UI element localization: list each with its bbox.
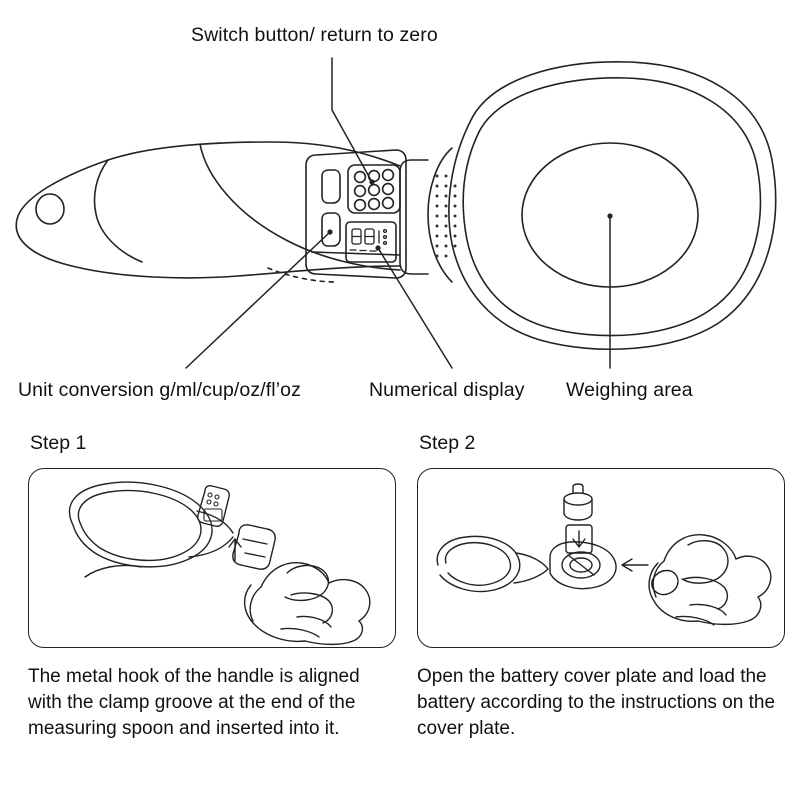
callout-leader-lines [186,58,610,368]
step-1-title: Step 1 [30,432,87,454]
spoon-neck [400,148,452,282]
insert-arrow-down [566,525,592,553]
callout-label-numerical-display: Numerical display [369,379,525,401]
handle-hole [36,194,64,224]
step-1 [28,432,398,742]
weighing-bowl-outline [449,62,776,349]
step-1-caption: The metal hook of the handle is aligned with the clamp groove at the end of the measuring spoon and inserted into it. [28,666,360,739]
handle-outline [16,142,400,278]
battery-cover-plate [550,542,616,589]
numerical-display-screen [346,222,396,262]
callout-label-switch-button: Switch button/ return to zero [191,24,438,46]
unit-conversion-buttons [322,170,340,246]
leader-unit [186,232,330,368]
step-2-illustration [417,468,785,648]
insert-arrow-left [622,559,648,571]
battery-cell [564,484,592,520]
switch-button-pad [348,165,400,213]
leader-switch [332,58,372,182]
callout-dots [327,179,612,250]
step-2-caption: Open the battery cover plate and load the battery according to the instructions on the cover plate. [417,666,776,739]
neck-texture [436,175,457,258]
step-2-svg [418,469,784,647]
step-2 [417,432,787,742]
step-2-title: Step 2 [419,432,476,454]
step-1-illustration [28,468,396,648]
callout-label-weighing-area: Weighing area [566,379,693,401]
step-1-svg [29,469,395,647]
callout-label-unit-conversion: Unit conversion g/ml/cup/oz/fl’oz [18,379,301,401]
steps-section [0,432,800,800]
control-housing [306,150,406,278]
